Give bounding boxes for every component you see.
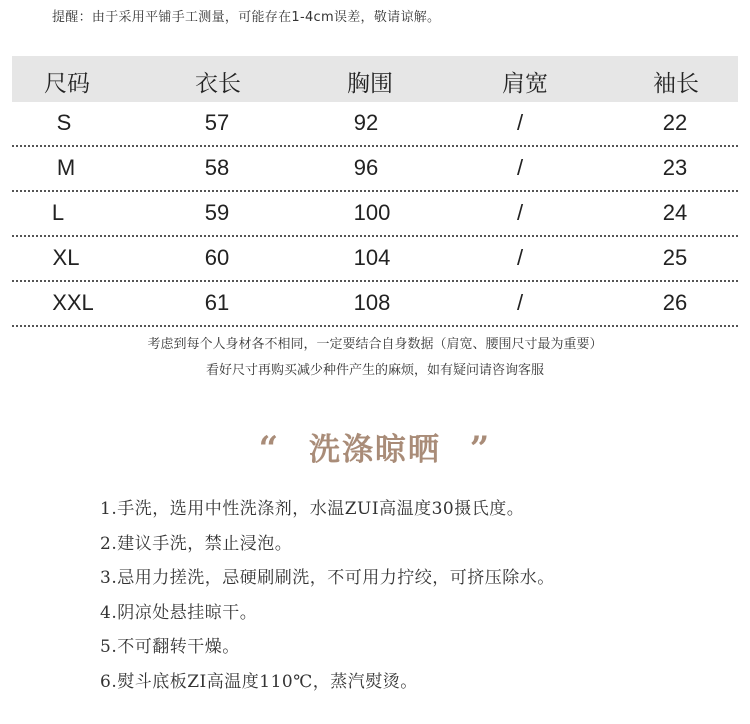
cell-shoulder: / [516,110,524,135]
cell-chest: 104 [353,245,391,270]
cell-size: XXL [52,290,94,315]
list-item: 1.手洗，选用中性洗涤剂，水温ZUI高温度30摄氏度。 [100,499,525,519]
cell-chest: 100 [353,200,391,225]
cell-length: 61 [204,290,230,315]
cell-sleeve: 23 [662,155,688,180]
cell-size: L [51,200,65,225]
cell-sleeve: 25 [662,245,688,270]
cell-length: 60 [204,245,230,270]
cell-size: XL [52,245,80,270]
header-length: 衣长 [195,71,241,97]
header-size: 尺码 [44,71,90,97]
cell-sleeve: 26 [662,290,688,315]
cell-length: 59 [204,200,230,225]
cell-shoulder: / [516,155,524,180]
cell-length: 58 [204,155,230,180]
cell-chest: 96 [353,155,379,180]
open-quote-icon: “ [258,429,281,469]
measurement-notice: 提醒：由于采用平铺手工测量，可能存在1-4cm误差，敬请谅解。 [52,10,441,25]
close-quote-icon: ” [469,429,492,469]
table-header-row [12,56,738,102]
table-row [12,192,738,237]
list-item: 6.熨斗底板ZI高温度110℃，蒸汽熨烫。 [100,671,418,692]
header-sleeve: 袖长 [653,71,699,97]
list-item: 3.忌用力搓洗，忌硬刷刷洗，不可用力拧绞，可挤压除水。 [100,568,555,588]
list-item: 5.不可翻转干燥。 [100,637,240,657]
cell-length: 57 [204,110,230,135]
cell-size: M [56,155,76,180]
cell-sleeve: 24 [662,200,688,225]
cell-shoulder: / [516,245,524,270]
cell-shoulder: / [516,200,524,225]
care-title-text: 洗涤晾晒 [309,432,441,468]
service-note: 看好尺寸再购买减少种件产生的麻烦，如有疑问请咨询客服 [205,363,544,378]
cell-size: S [56,110,72,135]
header-chest: 胸围 [347,71,393,97]
table-row [12,237,738,282]
fit-advice-note: 考虑到每个人身材各不相同，一定要结合自身数据（肩宽、腰围尺寸最为重要） [147,337,603,352]
care-instructions-list [100,494,555,701]
header-shoulder: 肩宽 [502,71,548,97]
care-section-title [0,424,750,469]
table-row [12,102,738,147]
size-table [12,56,738,327]
cell-chest: 108 [353,290,391,315]
table-row [12,282,738,327]
cell-sleeve: 22 [662,110,688,135]
cell-chest: 92 [353,110,379,135]
cell-shoulder: / [516,290,524,315]
list-item: 2.建议手洗，禁止浸泡。 [100,533,293,554]
list-item: 4.阴凉处悬挂晾干。 [100,602,258,623]
table-row [12,147,738,192]
